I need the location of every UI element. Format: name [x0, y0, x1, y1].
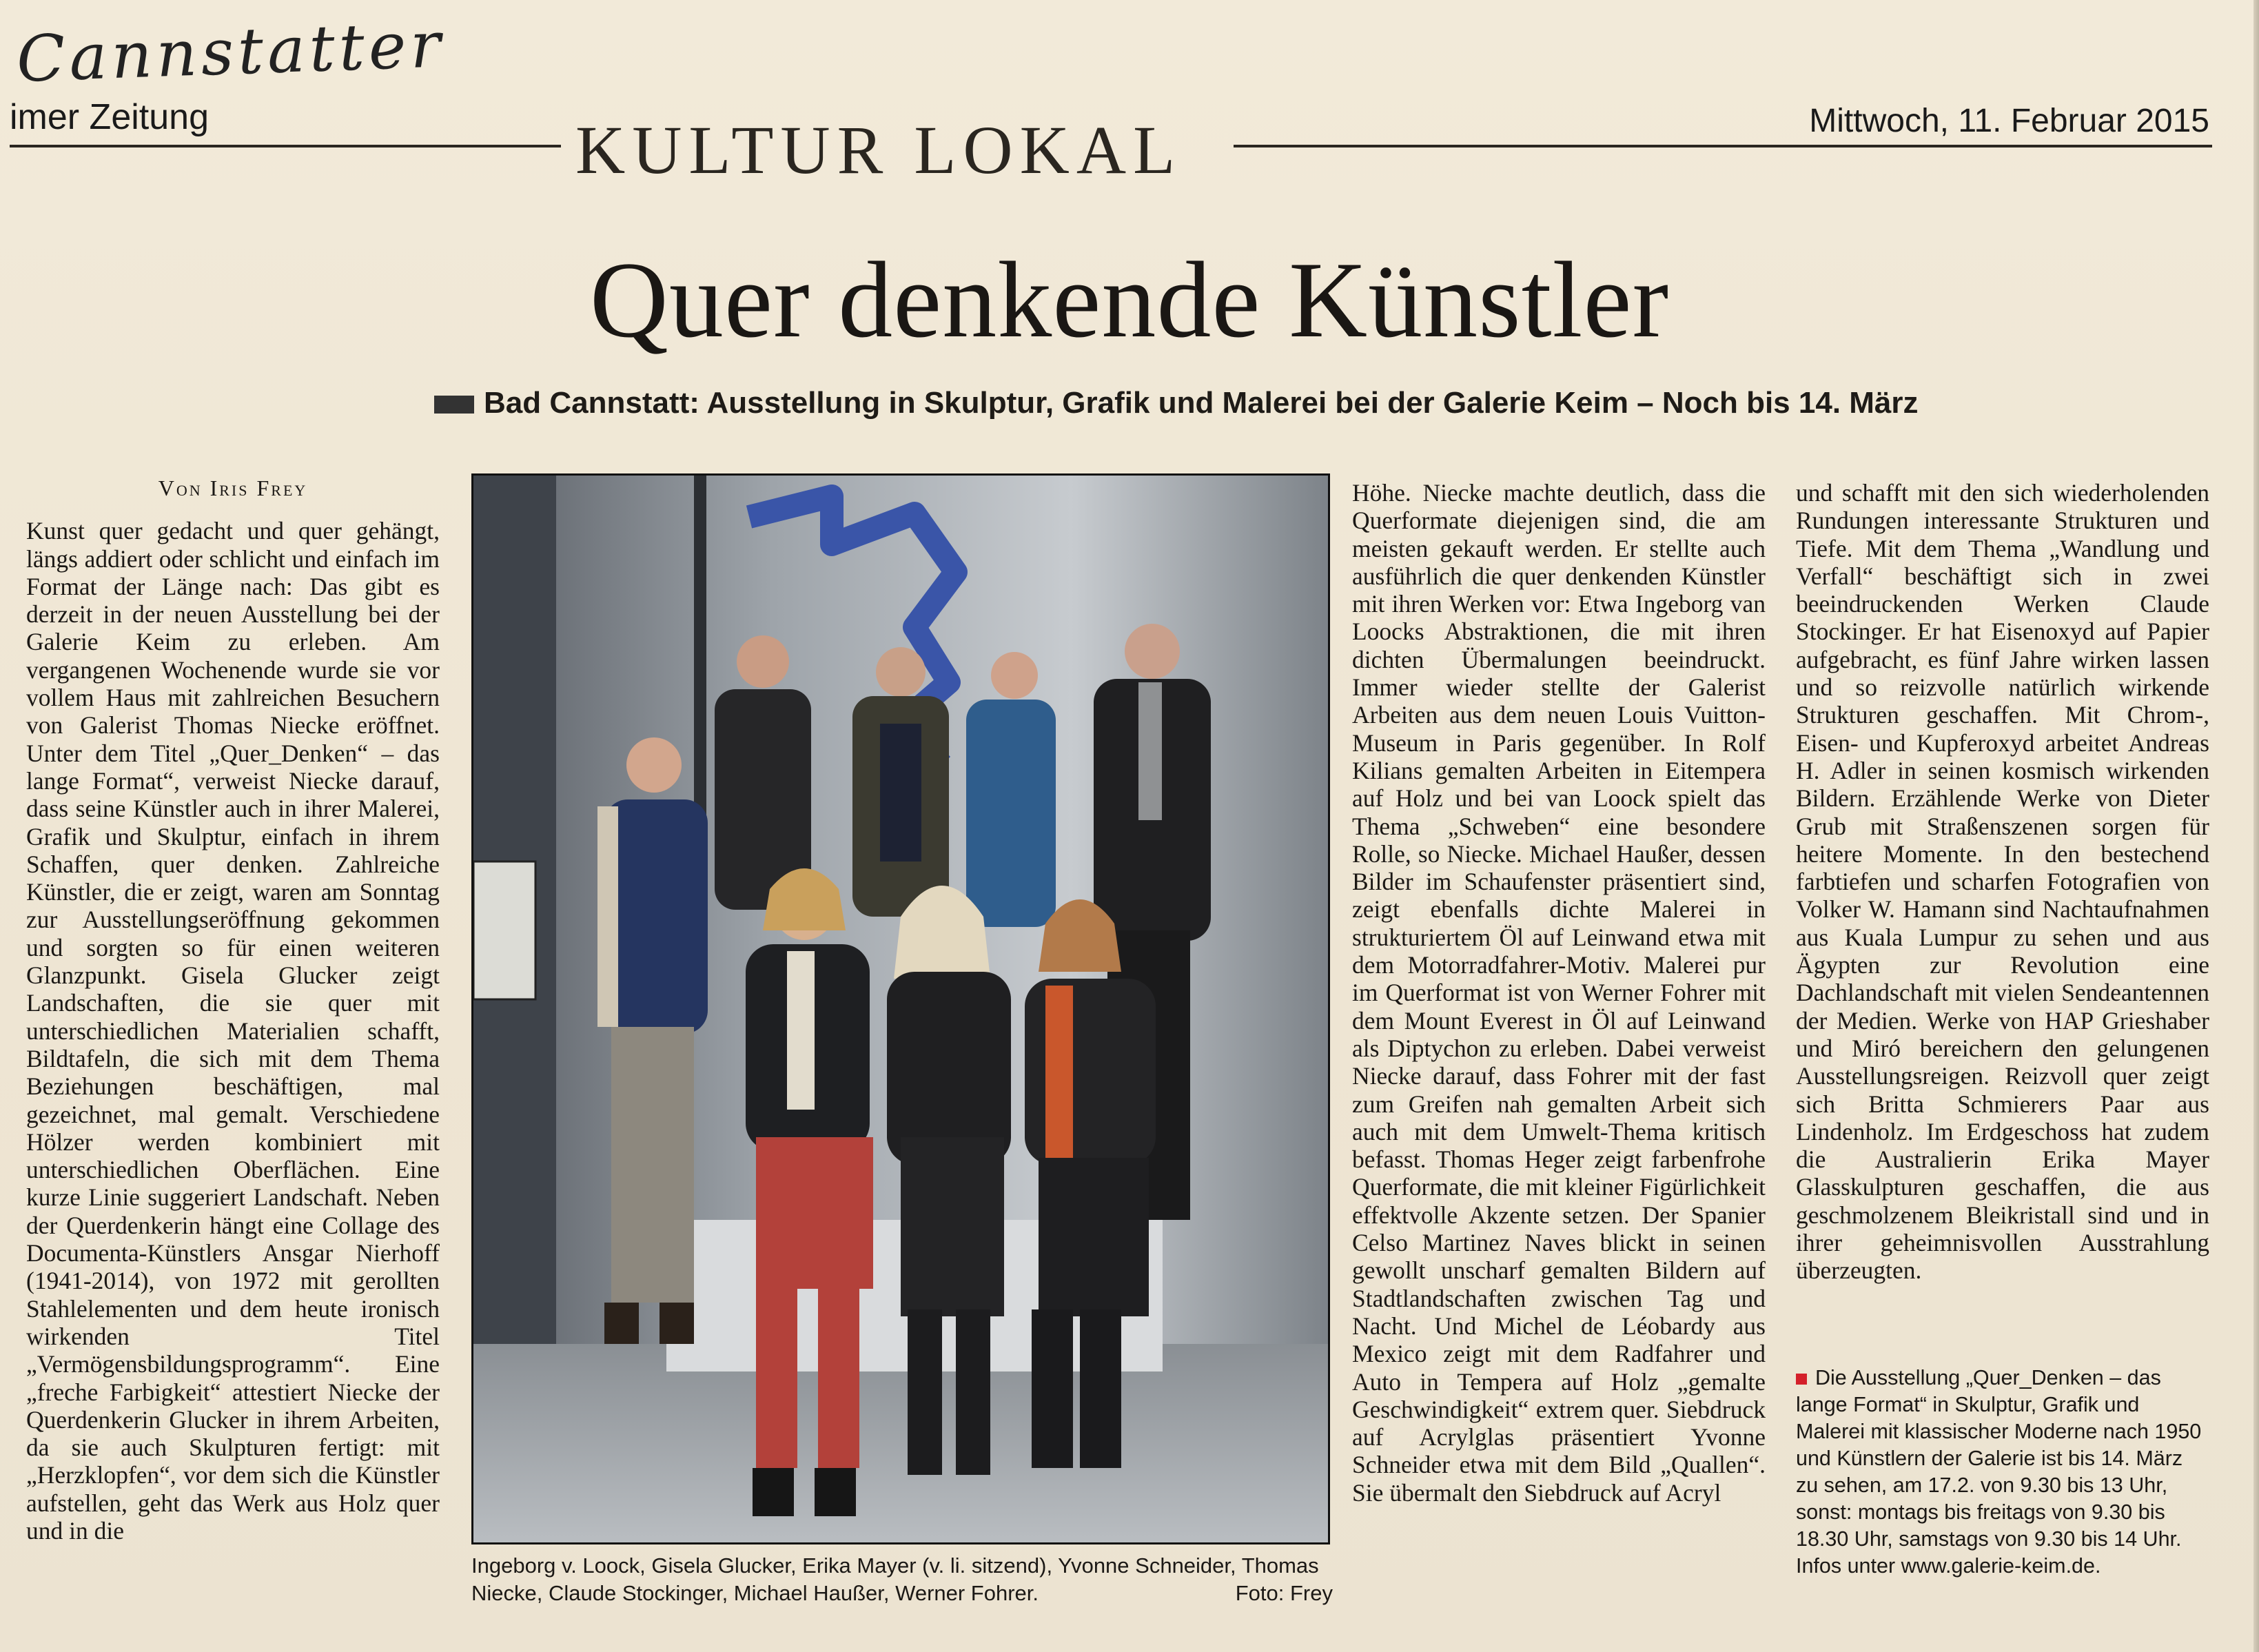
column-4-text: und schafft mit den sich wiederholenden Rundungen interessante Strukturen und Tiefe. Mit dem Thema „Wandlung und Verfall“ beschäftigt sich in zwei beeindruckenden Werken Claude Stockinger. Er hat Eisenoxyd auf Papier aufgebracht, es fünf Jahre wirken lassen und so reizvolle natürlich wirkende Strukturen geschaffen. Mit Chrom-, Eisen- und Kupferoxyd arbeitet Andreas H. Adler in seinen kosmisch wirkenden Bildern. Erzählende Werke von Dieter Grub mit Straßenszenen sorgen für heitere Momente. In den bestechend farbtiefen und scharfen Fotografien von Volker W. Hamann sind Nachtaufnahmen aus Kuala Lumpur zu sehen und aus Ägypten zur Revolution eine Dachlandschaft mit vielen Sendeantennen der Medien. Werke von HAP Grieshaber und Miró bereichern den gelungenen Ausstellungsreigen. Reizvoll quer zeigt sich Britta Schmierers Paar aus Lindenholz. Im Erdgeschoss hat zudem die Australierin Erika Mayer Glasskulpturen geschaffen, die aus geschmolzenem Bleikristall sind und in ihrer geheimnisvollen Ausstrahlung überzeugten.	[1796, 479, 2209, 1285]
headline: Quer denkende Künstler	[589, 240, 1670, 360]
group-photo	[471, 473, 1330, 1544]
column-1-text: Kunst quer gedacht und quer gehängt, längs addiert oder schlicht und einfach im Format der Länge nach: Das gibt es derzeit in der neuen Ausstellung bei der Galerie Keim zu erleben. Am vergangenen Wochenende wurde sie vor vollem Haus mit zahlreichen Besuchern von Galerist Thomas Niecke eröffnet. Unter dem Titel „Quer_Denken“ – das lange Format“, verweist Niecke darauf, dass seine Künstler auch in ihrer Malerei, Grafik und Skulptur, einfach in ihrem Schaffen, quer denken. Zahlreiche Künstler, die er zeigt, waren am Sonntag zur Ausstellungseröffnung gekommen und sorgten so für einen weiteren Glanzpunkt. Gisela Glucker zeigt Landschaften, die sie quer mit unterschiedlichen Materialien schafft, Bildtafeln, die sich mit dem Thema Beziehungen beschäftigen, mal gezeichnet, mal gemalt. Verschiedene Hölzer werden kombiniert mit unterschiedlichen Oberflächen. Eine kurze Linie suggeriert Landschaft. Neben der Querdenkerin hängt eine Collage des Documenta-Künstlers Ansgar Nierhoff (1941-2014), von 1972 mit gerollten Stahlelementen und dem heute ironisch wirkenden Titel „Vermögensbildungsprogramm“. Eine „freche Farbigkeit“ attestiert Niecke der Querdenkerin Glucker in ihrem Arbeiten, da sie auch Skulpturen fertigt: mit „Herzklopfen“, vor dem sich die Künstler aufstellen, geht das Werk aus Holz quer und in die	[26, 517, 440, 1544]
byline: Von Iris Frey	[158, 476, 308, 500]
subheadline	[434, 386, 1919, 420]
article-column-4	[1796, 479, 2209, 1285]
publication-date: Mittwoch, 11. Februar 2015	[1809, 103, 2209, 139]
header-rule-right	[1234, 145, 2212, 147]
photo-credit: Foto: Frey	[1235, 1581, 1333, 1605]
red-square-icon	[1796, 1374, 1807, 1385]
caption-text: Ingeborg v. Loock, Gisela Glucker, Erika Mayer (v. li. sitzend), Yvonne Schneider, Thomas Niecke, Claude Stockinger, Michael Haußer, Werner Fohrer.	[471, 1553, 1319, 1605]
handwritten-note: Cannstatter	[15, 8, 446, 96]
exhibition-info-text: Die Ausstellung „Quer_Denken – das lange Format“ in Skulptur, Grafik und Malerei mit klassischer Moderne nach 1950 und Künstlern der Galerie ist bis 14. März zu sehen, am 17.2. von 9.30 bis 13 Uhr, sonst: montags bis freitags von 9.30 bis 18.30 Uhr, samstags von 9.30 bis 14 Uhr. Infos unter www.galerie-keim.de.	[1796, 1366, 2202, 1578]
section-title: KULTUR LOKAL	[575, 112, 1183, 188]
header-rule-left	[10, 145, 561, 147]
subheadline-bar-icon	[434, 396, 474, 414]
article-column-1	[26, 474, 440, 1544]
page-edge	[2253, 0, 2259, 1652]
article-column-3	[1352, 479, 1766, 1507]
subheadline-text: Bad Cannstatt: Ausstellung in Skulptur, Grafik und Malerei bei der Galerie Keim – Noch bis 14. März	[484, 386, 1919, 420]
newspaper-name: imer Zeitung	[10, 97, 209, 137]
exhibition-info-box	[1796, 1365, 2209, 1580]
photo-caption	[471, 1552, 1333, 1607]
column-3-text: Höhe. Niecke machte deutlich, dass die Querformate diejenigen sind, die am meisten gekauft werden. Er stellte auch ausführlich die quer denkenden Künstler mit ihren Werken vor: Etwa Ingeborg van Loocks Abstraktionen, die mit ihren dichten Übermalungen beeindruckt. Immer wieder stellte der Galerist Arbeiten aus dem neuen Louis Vuitton-Museum in Paris gegenüber. In Rolf Kilians gemalten Arbeiten in Eitempera auf Holz und bei van Loock spielt das Thema „Schweben“ eine besondere Rolle, so Niecke. Michael Haußer, dessen Bilder im Schaufenster präsentiert sind, zeigt ebenfalls dichte Malerei in strukturiertem Öl auf Leinwand etwa mit dem Motorradfahrer-Motiv. Malerei pur im Querformat ist von Werner Fohrer mit dem Mount Everest in Öl auf Leinwand als Diptychon zu erleben. Dabei verweist Niecke darauf, dass Fohrer mit der fast zum Greifen nah gemalten Arbeit sich auch mit dem Umwelt-Thema kritisch befasst. Thomas Heger zeigt farbenfrohe Querformate, die mit kleiner Figürlichkeit effektvolle Akzente setzen. Der Spanier Celso Martinez Naves blickt in seinen gewollt unscharf gemalten Bildern auf Stadtlandschaften zwischen Tag und Nacht. Und Michel de Léobardy aus Mexico zeigt mit dem Radfahrer und Auto in Tempera auf Holz „gemalte Geschwindigkeit“ extrem quer. Siebdruck auf Acrylglas präsentiert Yvonne Schneider etwa mit dem Bild „Quallen“. Sie übermalt den Siebdruck auf Acryl	[1352, 479, 1766, 1507]
